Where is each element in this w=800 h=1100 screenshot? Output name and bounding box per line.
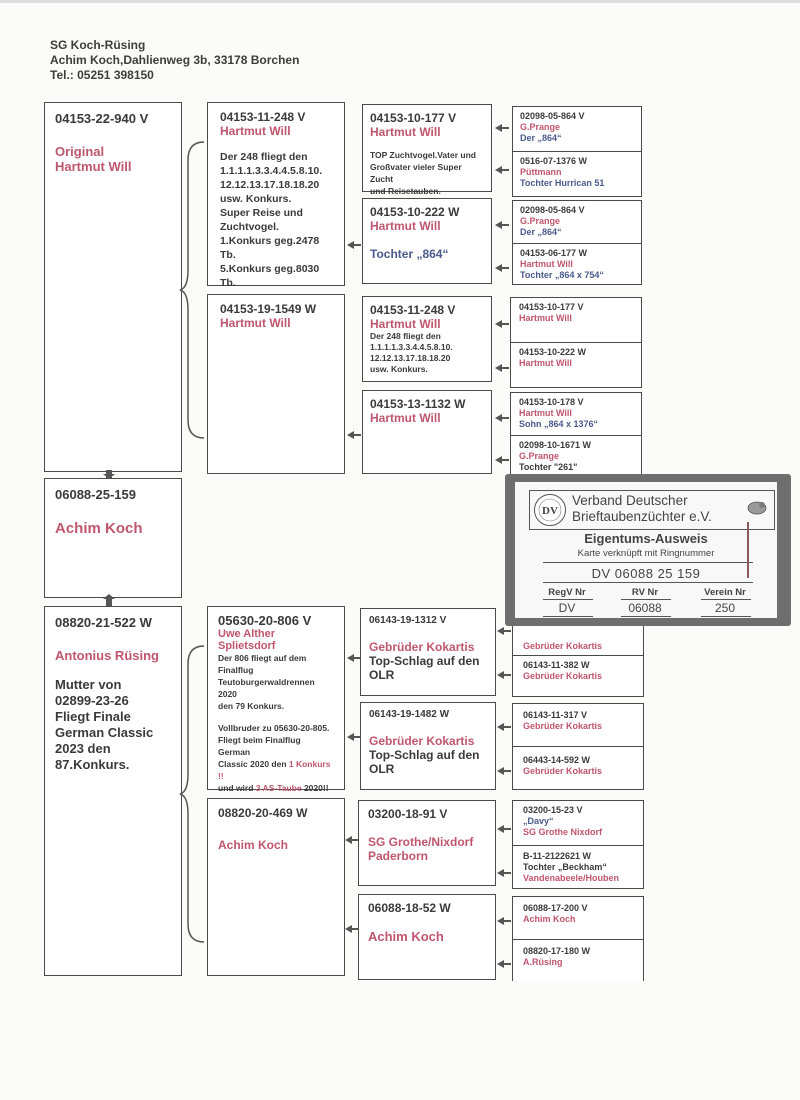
card-rv-label: RV Nr: [631, 587, 659, 598]
ring: 06443-14-592 W: [523, 755, 591, 765]
ring: 06143-11-317 V: [523, 710, 588, 720]
mdd-dam-box: [512, 939, 644, 981]
fds-dam-box: [510, 342, 642, 388]
breeder-header: [50, 38, 299, 83]
arrow-left-icon: [497, 767, 511, 775]
note-line: den 79 Konkurs.: [218, 701, 285, 711]
card-ring-number: DV 06088 25 159: [591, 566, 701, 581]
ring: 04153-10-222 W: [519, 347, 587, 357]
ffd-dam-box: [512, 243, 642, 285]
owner: Gebrüder Kokartis: [523, 721, 603, 731]
ff-sire-notes: [370, 149, 484, 197]
fdd-dam-box: [510, 435, 642, 475]
note-line: und Reisetauben.: [370, 186, 441, 196]
ms-dam-owner: Gebrüder Kokartis: [369, 734, 475, 748]
owner: Vandenabeele/Houben: [523, 873, 620, 883]
arrow-left-icon: [497, 723, 511, 731]
card-rule: [543, 562, 753, 563]
card-rule: [621, 599, 671, 600]
note-text: 2020!!: [301, 783, 329, 793]
father-dam-box: [207, 294, 345, 474]
ring: 06143-11-382 W: [523, 660, 590, 670]
card-rv-value: 06088: [628, 601, 662, 615]
msd-dam-box: [512, 746, 644, 790]
ff-dam-owner: Hartmut Will: [370, 219, 441, 233]
md-sire-box: [358, 800, 496, 886]
arrow-left-icon: [495, 456, 509, 464]
page-top-edge: [0, 0, 800, 3]
fd-sire-ring: 04153-11-248 V: [370, 303, 456, 317]
mds-dam-box: [512, 845, 644, 889]
arrow-left-icon: [347, 733, 361, 741]
note-line: Super Reise und: [220, 207, 303, 219]
card-rule: [701, 616, 751, 617]
mother-owner: Antonius Rüsing: [55, 648, 159, 663]
card-regv-label: RegV Nr: [548, 587, 586, 598]
ff-dam-box: [362, 198, 492, 284]
arrow-left-icon: [495, 364, 509, 372]
ms-sire-owner: Gebrüder Kokartis: [369, 640, 475, 654]
mds-sire-box: [512, 800, 644, 846]
owner: Gebrüder Kokartis: [523, 671, 603, 681]
ffd-sire-box: [512, 200, 642, 244]
note-highlight: 1 Konkurs !!: [218, 759, 331, 781]
card-regv-value: DV: [558, 601, 576, 615]
owner: Gebrüder Kokartis: [523, 766, 603, 776]
down-arrow-head-icon: [103, 474, 115, 479]
owner: G.Prange: [520, 216, 561, 226]
note-line: 1.1.1.1.3.3.4.4.5.8.10.: [220, 165, 323, 177]
mother-sire-owner2: Splietsdorf: [218, 640, 276, 652]
mother-note: Mutter von: [55, 677, 122, 692]
note: Sohn „864 x 1376“: [519, 419, 599, 429]
note-line: OLR: [369, 668, 395, 682]
subject-owner: Achim Koch: [55, 520, 143, 537]
mother-note: 87.Konkurs.: [55, 757, 130, 772]
ff-sire-box: [362, 104, 492, 196]
note-line: Teutoburgerwaldrennen 2020: [218, 677, 315, 699]
arrow-left-icon: [497, 960, 511, 968]
owner: A.Rüsing: [523, 957, 563, 967]
md-sire-owner1: SG Grothe/Nixdorf: [368, 835, 474, 849]
note-highlight: 3 AS-Taube: [255, 783, 302, 793]
owner: SG Grothe Nixdorf: [523, 827, 603, 837]
note: Der „864“: [520, 227, 562, 237]
fdd-sire-box: [510, 392, 642, 436]
ring: 03200-15-23 V: [523, 805, 583, 815]
mother-note: 02899-23-26: [55, 693, 129, 708]
arrow-left-icon: [497, 869, 511, 877]
note-line: [218, 782, 334, 794]
note-line: Großvater vieler Super Zucht: [370, 162, 462, 184]
mother-sire-box: [207, 606, 345, 793]
header-phone: Tel.: 05251 398150: [50, 68, 154, 82]
note-line: Zuchtvogel.: [220, 221, 279, 233]
ring: 02098-10-1671 W: [519, 440, 592, 450]
note-line: Finalflug: [218, 665, 254, 675]
father-dam-owner: Hartmut Will: [220, 316, 291, 330]
card-pen-mark: [747, 522, 749, 578]
mother-note: Fliegt Finale: [55, 709, 131, 724]
ff-dam-note: Tochter „864“: [370, 247, 449, 261]
note: Tochter "261": [519, 462, 578, 472]
note-line: 1.Konkurs geg.2478 Tb.: [220, 235, 320, 261]
note-text: Classic 2020 den: [218, 759, 289, 769]
ff-sire-owner: Hartmut Will: [370, 125, 441, 139]
note: Tochter Hurrican 51: [520, 178, 605, 188]
subject-box: [44, 478, 182, 598]
md-sire-ring: 03200-18-91 V: [368, 807, 448, 821]
mother-brace-icon: [178, 644, 208, 944]
fd-dam-owner: Hartmut Will: [370, 411, 441, 425]
note-line: Der 248 fliegt den: [370, 331, 441, 341]
owner: Püttmann: [520, 167, 562, 177]
arrow-left-icon: [495, 320, 509, 328]
ring: 06088-17-200 V: [523, 903, 588, 913]
ffs-sire-box: [512, 106, 642, 152]
mother-sire-ring: 05630-20-806 V: [218, 613, 312, 628]
ring: 04153-10-178 V: [519, 397, 584, 407]
ff-sire-ring: 04153-10-177 V: [370, 111, 457, 125]
logo-text: DV: [542, 505, 558, 517]
note-line: 12.12.13.17.18.18.20: [370, 353, 451, 363]
card-rule: [543, 616, 593, 617]
card-rule: [543, 599, 593, 600]
note-line: Der 248 fliegt den: [220, 151, 308, 163]
arrow-left-icon: [347, 654, 361, 662]
ring: 02098-05-864 V: [520, 111, 585, 121]
arrow-left-icon: [495, 166, 509, 174]
mother-dam-box: [207, 798, 345, 976]
note-line: usw. Konkurs.: [370, 364, 428, 374]
father-sire-ring: 04153-11-248 V: [220, 110, 306, 124]
ms-sire-box: [360, 608, 496, 696]
fd-sire-owner: Hartmut Will: [370, 317, 441, 331]
ring: 02098-05-864 V: [520, 205, 585, 215]
mother-box: [44, 606, 182, 976]
mother-dam-ring: 08820-20-469 W: [218, 806, 308, 820]
note-line: 1.1.1.1.3.3.4.4.5.8.10.: [370, 342, 453, 352]
note-line: Der 806 fliegt auf dem: [218, 653, 307, 663]
mother-note: 2023 den: [55, 741, 111, 756]
note-line: Top-Schlag auf den: [369, 654, 480, 668]
card-rule: [543, 582, 753, 583]
header-loft-name: SG Koch-Rüsing: [50, 38, 146, 52]
father-ring: 04153-22-940 V: [55, 111, 149, 126]
ms-dam-box: [360, 702, 496, 790]
mss-dam-box: [512, 655, 644, 697]
card-header: [529, 490, 775, 530]
arrow-left-icon: [345, 836, 359, 844]
ring: 0516-07-1376 W: [520, 156, 588, 166]
fd-sire-box: [362, 296, 492, 382]
arrow-left-icon: [497, 917, 511, 925]
subject-ring: 06088-25-159: [55, 487, 136, 502]
arrow-left-icon: [347, 431, 361, 439]
md-dam-box: [358, 894, 496, 980]
arrow-left-icon: [495, 221, 509, 229]
ownership-card: [505, 474, 791, 626]
mdd-sire-box: [512, 896, 644, 940]
note-line: usw. Konkurs.: [220, 193, 292, 205]
note: Der „864“: [520, 133, 562, 143]
arrow-left-icon: [497, 671, 511, 679]
ring: 04153-10-177 V: [519, 302, 584, 312]
arrow-left-icon: [495, 264, 509, 272]
father-sire-notes: [220, 150, 332, 290]
card-subtitle: Karte verknüpft mit Ringnummer: [577, 548, 715, 559]
arrow-left-icon: [495, 414, 509, 422]
msd-sire-box: [512, 703, 644, 747]
owner: Hartmut Will: [519, 408, 572, 418]
card-title: Eigentums-Ausweis: [584, 531, 708, 546]
note-line: Fliegt beim Finalflug German: [218, 735, 301, 757]
fd-sire-notes: [370, 331, 484, 375]
father-brace-icon: [178, 140, 208, 440]
ms-dam-ring: 06143-19-1482 W: [369, 709, 450, 720]
arrow-left-icon: [347, 241, 361, 249]
note-line: [218, 758, 334, 782]
father-sire-box: [207, 102, 345, 289]
father-line1: Original: [55, 144, 105, 159]
mother-note: German Classic: [55, 725, 154, 740]
association-logo-icon: [533, 493, 567, 527]
mother-dam-owner: Achim Koch: [218, 838, 289, 852]
owner: Achim Koch: [523, 914, 576, 924]
mother-ring: 08820-21-522 W: [55, 615, 152, 630]
org-line: Verband Deutscher: [572, 493, 688, 508]
owner: G.Prange: [520, 122, 561, 132]
mother-sire-notes: [218, 652, 334, 794]
up-arrow-head-icon: [103, 594, 115, 599]
father-box: [44, 102, 182, 472]
fd-dam-ring: 04153-13-1132 W: [370, 397, 466, 411]
md-dam-ring: 06088-18-52 W: [368, 901, 451, 915]
arrow-left-icon: [495, 124, 509, 132]
note: „Davy“: [523, 816, 554, 826]
card-rule: [621, 616, 671, 617]
owner: Gebrüder Kokartis: [523, 641, 603, 651]
owner: Hartmut Will: [520, 259, 573, 269]
note: Tochter „Beckham“: [523, 862, 607, 872]
note-line: 12.12.13.17.18.18.20: [220, 179, 320, 191]
card-verein-value: 250: [714, 601, 736, 615]
fds-sire-box: [510, 297, 642, 343]
ownership-card-inner: [515, 482, 777, 618]
ring: 08820-17-180 W: [523, 946, 591, 956]
mother-notes: [55, 677, 171, 773]
card-org-name: [572, 493, 712, 525]
ff-dam-ring: 04153-10-222 W: [370, 205, 460, 219]
note-line: TOP Zuchtvogel.Vater und: [370, 150, 476, 160]
note-line: Vollbruder zu 05630-20-805.: [218, 723, 330, 733]
card-verein-label: Verein Nr: [704, 587, 746, 598]
arrow-left-icon: [497, 627, 511, 635]
father-dam-ring: 04153-19-1549 W: [220, 302, 317, 316]
arrow-left-icon: [345, 925, 359, 933]
owner: G.Prange: [519, 451, 560, 461]
note: Tochter „864 x 754“: [520, 270, 604, 280]
arrow-left-icon: [497, 825, 511, 833]
mother-sire-owner1: Uwe Alther: [218, 628, 276, 640]
fd-dam-box: [362, 390, 492, 474]
ring: 04153-06-177 W: [520, 248, 588, 258]
ring: B-11-2122621 W: [523, 851, 592, 861]
ms-sire-ring: 06143-19-1312 V: [369, 615, 447, 626]
md-sire-owner2: Paderborn: [368, 849, 429, 863]
father-sire-owner: Hartmut Will: [220, 124, 291, 138]
father-owner: Hartmut Will: [55, 159, 132, 174]
card-rule: [701, 599, 751, 600]
note-line: Top-Schlag auf den: [369, 748, 480, 762]
note-text: und wird: [218, 783, 256, 793]
owner: Hartmut Will: [519, 313, 572, 323]
org-line: Brieftaubenzüchter e.V.: [572, 509, 712, 524]
owner: Hartmut Will: [519, 358, 572, 368]
pigeon-emblem-icon: [746, 499, 768, 515]
header-address: Achim Koch,Dahlienweg 3b, 33178 Borchen: [50, 53, 300, 67]
note-line: OLR: [369, 762, 395, 776]
note-line: 5.Konkurs geg.8030 Tb.: [220, 263, 320, 289]
ffs-dam-box: [512, 151, 642, 197]
md-dam-owner: Achim Koch: [368, 929, 444, 944]
